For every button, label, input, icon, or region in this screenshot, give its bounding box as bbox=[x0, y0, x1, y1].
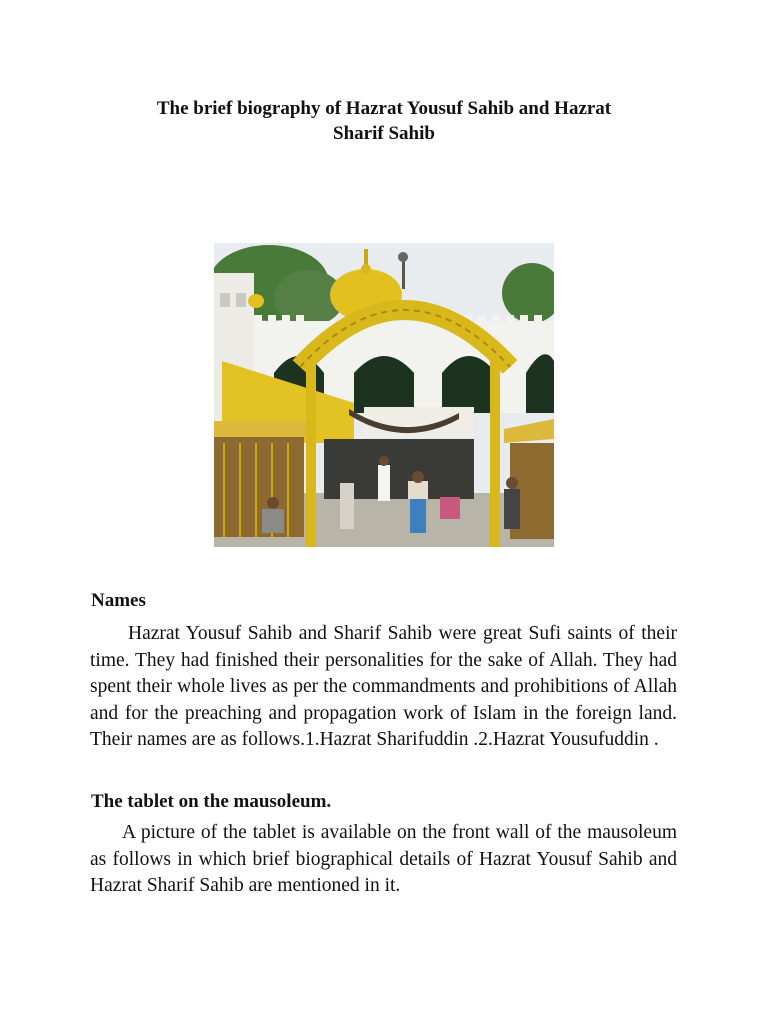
section-paragraph-names bbox=[90, 621, 677, 754]
photo-gate-pillar-right bbox=[490, 361, 500, 547]
section-heading-names: Names bbox=[91, 590, 146, 611]
section-paragraph-tablet bbox=[90, 820, 677, 900]
document-title bbox=[90, 96, 678, 146]
shrine-photo bbox=[214, 243, 554, 547]
names-paragraph-text: Hazrat Yousuf Sahib and Sharif Sahib were great Sufi saints of their time. They had finished their personalities for the sake of Allah. They had spent their whole lives as per the commandments and prohibitions of Allah and for the preaching and propagation work of Islam in the foreign land. Their names are as follows.1.Hazrat Sharifuddin .2.Hazrat Yousufuddin . bbox=[90, 623, 677, 751]
section-heading-tablet: The tablet on the mausoleum. bbox=[91, 791, 332, 812]
photo-gate-pillar-left bbox=[306, 361, 316, 547]
title-line-1: The brief biography of Hazrat Yousuf Sahib and Hazrat bbox=[156, 98, 612, 119]
tablet-paragraph-text: A picture of the tablet is available on the front wall of the mausoleum as follows in which brief biographical details of Hazrat Yousuf Sahib and Hazrat Sharif Sahib are mentioned in it. bbox=[90, 822, 677, 897]
title-line-2: Sharif Sahib bbox=[333, 123, 435, 144]
